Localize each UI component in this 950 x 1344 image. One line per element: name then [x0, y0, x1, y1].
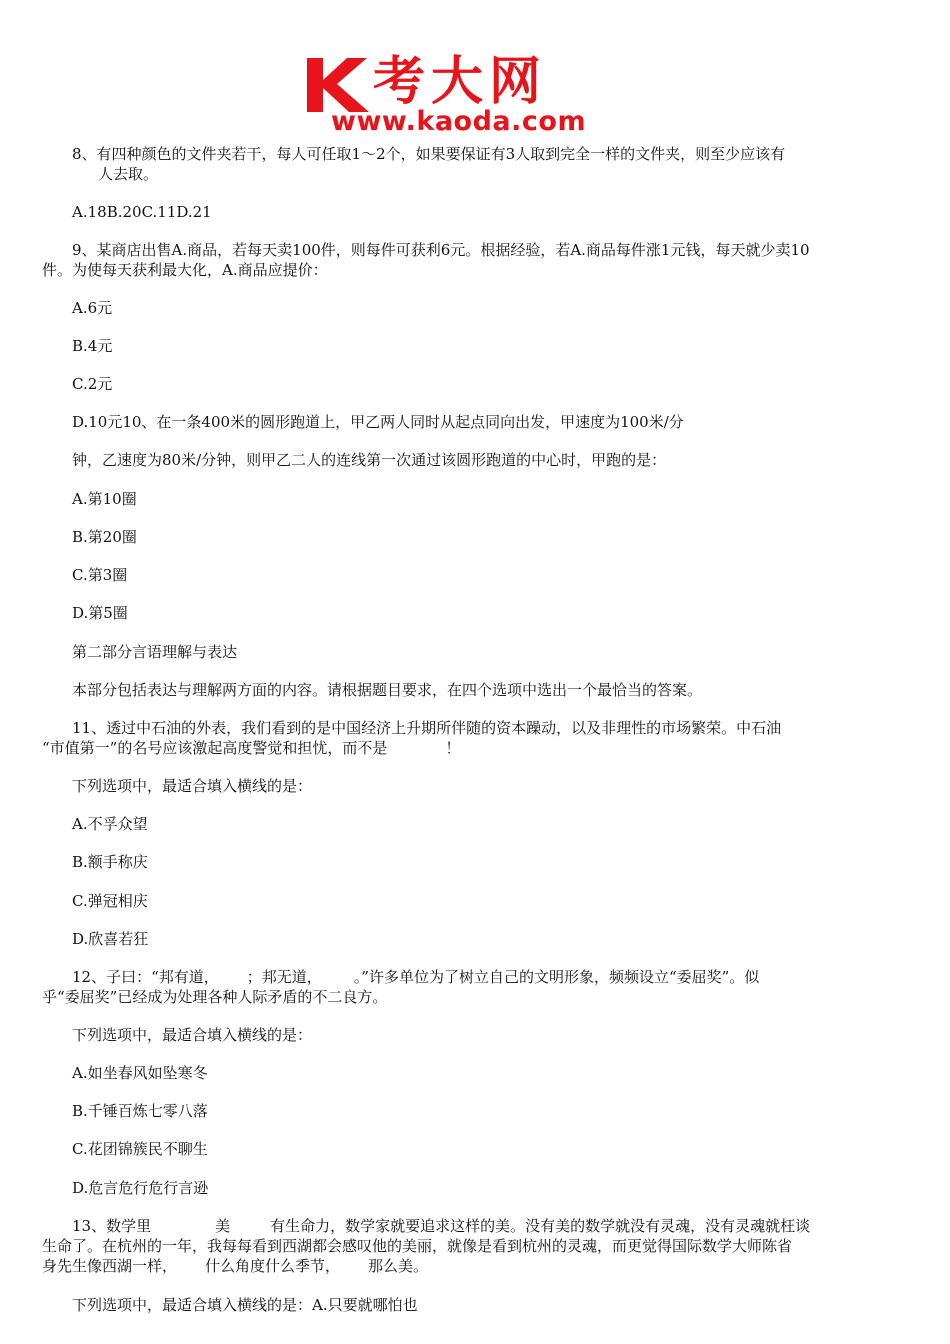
q10-option-d: D.第5圈	[72, 604, 128, 622]
q13-prompt-option: 下列选项中，最适合填入横线的是：A.只要就哪怕也	[72, 1296, 418, 1314]
q13-line1-part1: 13、数学里	[72, 1217, 152, 1235]
q8-line1: 8、有四种颜色的文件夹若干，每人可任取1～2个，如果要保证有3人取到完全一样的文件夹，则至少应该有	[72, 145, 786, 163]
q12-line1-part1: 12、子曰：“邦有道，	[72, 968, 219, 986]
q12-line1	[72, 967, 759, 987]
q9-option-c: C.2元	[72, 375, 113, 393]
q13-line2: 生命了。在杭州的一年，我每每看到西湖都会感叹他的美丽，就像是看到杭州的灵魂，而更觉得国际数学大师陈省	[42, 1237, 793, 1255]
kaoda-logo	[303, 54, 623, 138]
q11-line2-text: “市值第一”的名号应该激起高度警觉和担忧，而不是	[42, 739, 388, 757]
q10-option-a: A.第10圈	[72, 490, 137, 508]
q12-option-c: C.花团锦簇民不聊生	[72, 1140, 208, 1158]
q12-line2: 乎“委屈奖”已经成为处理各种人际矛盾的不二良方。	[42, 988, 388, 1006]
q13-line3-part3: 那么美。	[368, 1257, 429, 1275]
logo-url: www.kaoda.com	[331, 106, 587, 137]
q13-line1-part3: 有生命力，数学家就要追求这样的美。没有美的数学就没有灵魂，没有灵魂就枉谈	[270, 1217, 811, 1235]
q11-line1: 11、透过中石油的外表，我们看到的是中国经济上升期所伴随的资本躁动，以及非理性的市场繁荣。中石油	[72, 719, 782, 737]
logo-title: 考大网	[373, 52, 548, 112]
q9-line2: 件。为使每天获利最大化，A.商品应提价：	[42, 261, 328, 279]
section2-title: 第二部分言语理解与表达	[72, 643, 238, 661]
q13-line3	[42, 1256, 428, 1276]
q12-line1-part3: 。”许多单位为了树立自己的文明形象，频频设立“委屈奖”。似	[353, 968, 760, 986]
q9-option-d-q10-line1: D.10元10、在一条400米的圆形跑道上，甲乙两人同时从起点同向出发，甲速度为100米/分	[72, 413, 684, 431]
q10-option-c: C.第3圈	[72, 566, 128, 584]
q12-option-d: D.危言危行危行言逊	[72, 1179, 209, 1197]
q11-option-b: B.额手称庆	[72, 853, 148, 871]
q13-line1	[72, 1216, 810, 1236]
q12-option-a: A.如坐春风如坠寒冬	[72, 1064, 208, 1082]
q13-line3-part2: 什么角度什么季节，	[205, 1257, 341, 1275]
q13-line1-part2: 美	[215, 1217, 231, 1235]
q8-line2: 人去取。	[98, 165, 159, 183]
q11-option-d: D.欣喜若狂	[72, 930, 149, 948]
q9-option-b: B.4元	[72, 337, 113, 355]
q9-line1: 9、某商店出售A.商品，若每天卖100件，则每件可获利6元。根据经验，若A.商品每件涨1元钱，每天就少卖10	[72, 241, 810, 259]
q12-line1-part2: ；邦无道，	[246, 968, 322, 986]
q9-option-a: A.6元	[72, 299, 113, 317]
q11-option-c: C.弹冠相庆	[72, 892, 148, 910]
q13-line3-part1: 身先生像西湖一样，	[42, 1257, 178, 1275]
q10-line2: 钟，乙速度为80米/分钟，则甲乙二人的连线第一次通过该圆形跑道的中心时，甲跑的是：	[72, 451, 667, 469]
q11-prompt: 下列选项中，最适合填入横线的是：	[72, 777, 313, 795]
q12-prompt: 下列选项中，最适合填入横线的是：	[72, 1026, 313, 1044]
q12-option-b: B.千锤百炼七零八落	[72, 1102, 208, 1120]
logo-k-mark	[303, 54, 373, 114]
q11-line2	[42, 738, 460, 758]
q11-line2-end: ！	[445, 739, 461, 757]
q11-option-a: A.不孚众望	[72, 815, 148, 833]
q10-option-b: B.第20圈	[72, 528, 137, 546]
section2-intro: 本部分包括表达与理解两方面的内容。请根据题目要求，在四个选项中选出一个最恰当的答案。	[72, 681, 703, 699]
q8-options: A.18B.20C.11D.21	[72, 203, 212, 221]
